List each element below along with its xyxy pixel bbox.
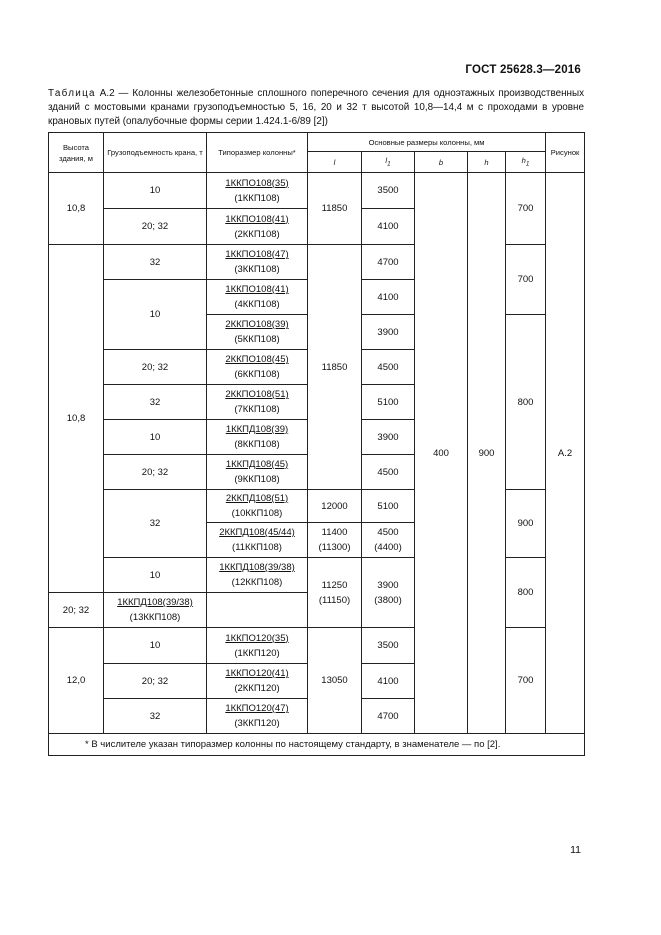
header-height: Высота здания, м (49, 133, 104, 173)
capacity-cell: 10 (104, 628, 207, 664)
type-cell: 1ККПД108(39/38) (13ККП108) (104, 593, 207, 628)
l1-cell: 4700 (362, 245, 415, 280)
type-cell: 1ККПД108(39) (8ККП108) (207, 420, 308, 455)
header-row-1 (49, 133, 585, 152)
capacity-cell: 10 (104, 173, 207, 209)
capacity-cell: 32 (104, 245, 207, 280)
l1-cell: 3500 (362, 173, 415, 209)
capacity-cell: 20; 32 (49, 593, 104, 628)
standard-designation: ГОСТ 25628.3—2016 (465, 64, 581, 76)
caption-text: — Колонны железобетонные сплошного поперечного сечения для одноэтажных производственных зданий с мостовыми кранами грузоподъемностью 5, 16, 20 и 32 т высотой 10,8—14,4 м с проходами в уровне крановых путей (опалубочные формы серии 1.424.1-6/89 [2]) (48, 88, 585, 127)
l1-cell: 4700 (362, 699, 415, 734)
l-cell: 11400 (11300) (308, 523, 362, 558)
h1-cell: 700 (506, 628, 546, 734)
l1-cell: 3900 (3800) (362, 558, 415, 628)
h-cell: 900 (468, 173, 506, 734)
type-cell: 1ККПД108(45) (9ККП108) (207, 455, 308, 490)
capacity-cell: 10 (104, 558, 207, 593)
height-cell: 10,8 (49, 245, 104, 593)
l1-cell: 4500 (362, 455, 415, 490)
type-cell: 1ККПО108(41) (2ККП108) (207, 209, 308, 245)
header-h1: $h_1$ (506, 152, 546, 173)
figure-cell: А.2 (546, 173, 585, 734)
l-cell: 12000 (308, 490, 362, 523)
header-l: l (308, 152, 362, 173)
l-cell: 11850 (308, 173, 362, 245)
header-dims: Основные размеры колонны, мм (308, 133, 546, 152)
type-cell: 1ККПД108(39/38) (12ККП108) (207, 558, 308, 593)
type-cell: 1ККПО108(47) (3ККП108) (207, 245, 308, 280)
type-cell: 1ККПО120(35) (1ККП120) (207, 628, 308, 664)
l1-cell: 4100 (362, 209, 415, 245)
l1-cell: 4500 (362, 350, 415, 385)
l-cell: 11250 (11150) (308, 558, 362, 628)
capacity-cell: 20; 32 (104, 350, 207, 385)
l1-cell: 3900 (362, 315, 415, 350)
height-cell: 12,0 (49, 628, 104, 734)
type-cell: 2ККПО108(51) (7ККП108) (207, 385, 308, 420)
height-cell: 10,8 (49, 173, 104, 245)
footnote-row (49, 734, 585, 756)
capacity-cell: 20; 32 (104, 455, 207, 490)
header-l1: $l_1$ (362, 152, 415, 173)
l1-cell: 3900 (362, 420, 415, 455)
type-cell: 2ККПД108(51) (10ККП108) (207, 490, 308, 523)
l1-cell: 5100 (362, 385, 415, 420)
capacity-cell: 32 (104, 490, 207, 558)
l1-cell: 4100 (362, 280, 415, 315)
h1-cell: 900 (506, 490, 546, 558)
l-cell: 13050 (308, 628, 362, 734)
type-cell: 1ККПО108(41) (4ККП108) (207, 280, 308, 315)
l1-cell: 3500 (362, 628, 415, 664)
page-number: 11 (570, 844, 581, 856)
h1-cell: 700 (506, 173, 546, 245)
type-cell: 1ККПО108(35) (1ККП108) (207, 173, 308, 209)
capacity-cell: 20; 32 (104, 664, 207, 699)
header-capacity: Грузоподъемность крана, т (104, 133, 207, 173)
l1-cell: 4100 (362, 664, 415, 699)
caption-number: А.2 (99, 88, 115, 99)
capacity-cell: 20; 32 (104, 209, 207, 245)
capacity-cell: 10 (104, 420, 207, 455)
h1-cell: 800 (506, 558, 546, 628)
b-cell: 400 (415, 173, 468, 734)
caption-label: Таблица (48, 88, 96, 99)
footnote: * В числителе указан типоразмер колонны по настоящему стандарту, в знаменателе — по [2]. (49, 734, 585, 756)
capacity-cell: 32 (104, 699, 207, 734)
l1-cell: 4500 (4400) (362, 523, 415, 558)
h1-cell: 800 (506, 315, 546, 490)
type-cell: 2ККПО108(45) (6ККП108) (207, 350, 308, 385)
header-h: h (468, 152, 506, 173)
l-cell: 11850 (308, 245, 362, 490)
h1-cell: 700 (506, 245, 546, 315)
columns-table (48, 132, 585, 756)
header-type: Типоразмер колонны* (207, 133, 308, 173)
capacity-cell: 10 (104, 280, 207, 350)
l1-cell: 5100 (362, 490, 415, 523)
type-cell: 2ККПО108(39) (5ККП108) (207, 315, 308, 350)
type-cell: 1ККПО120(47) (3ККП120) (207, 699, 308, 734)
header-figure: Рисунок (546, 133, 585, 173)
type-cell: 2ККПД108(45/44) (11ККП108) (207, 523, 308, 558)
header-b: b (415, 152, 468, 173)
type-cell: 1ККПО120(41) (2ККП120) (207, 664, 308, 699)
table-row (49, 173, 585, 209)
capacity-cell: 32 (104, 385, 207, 420)
table-caption (48, 87, 584, 129)
